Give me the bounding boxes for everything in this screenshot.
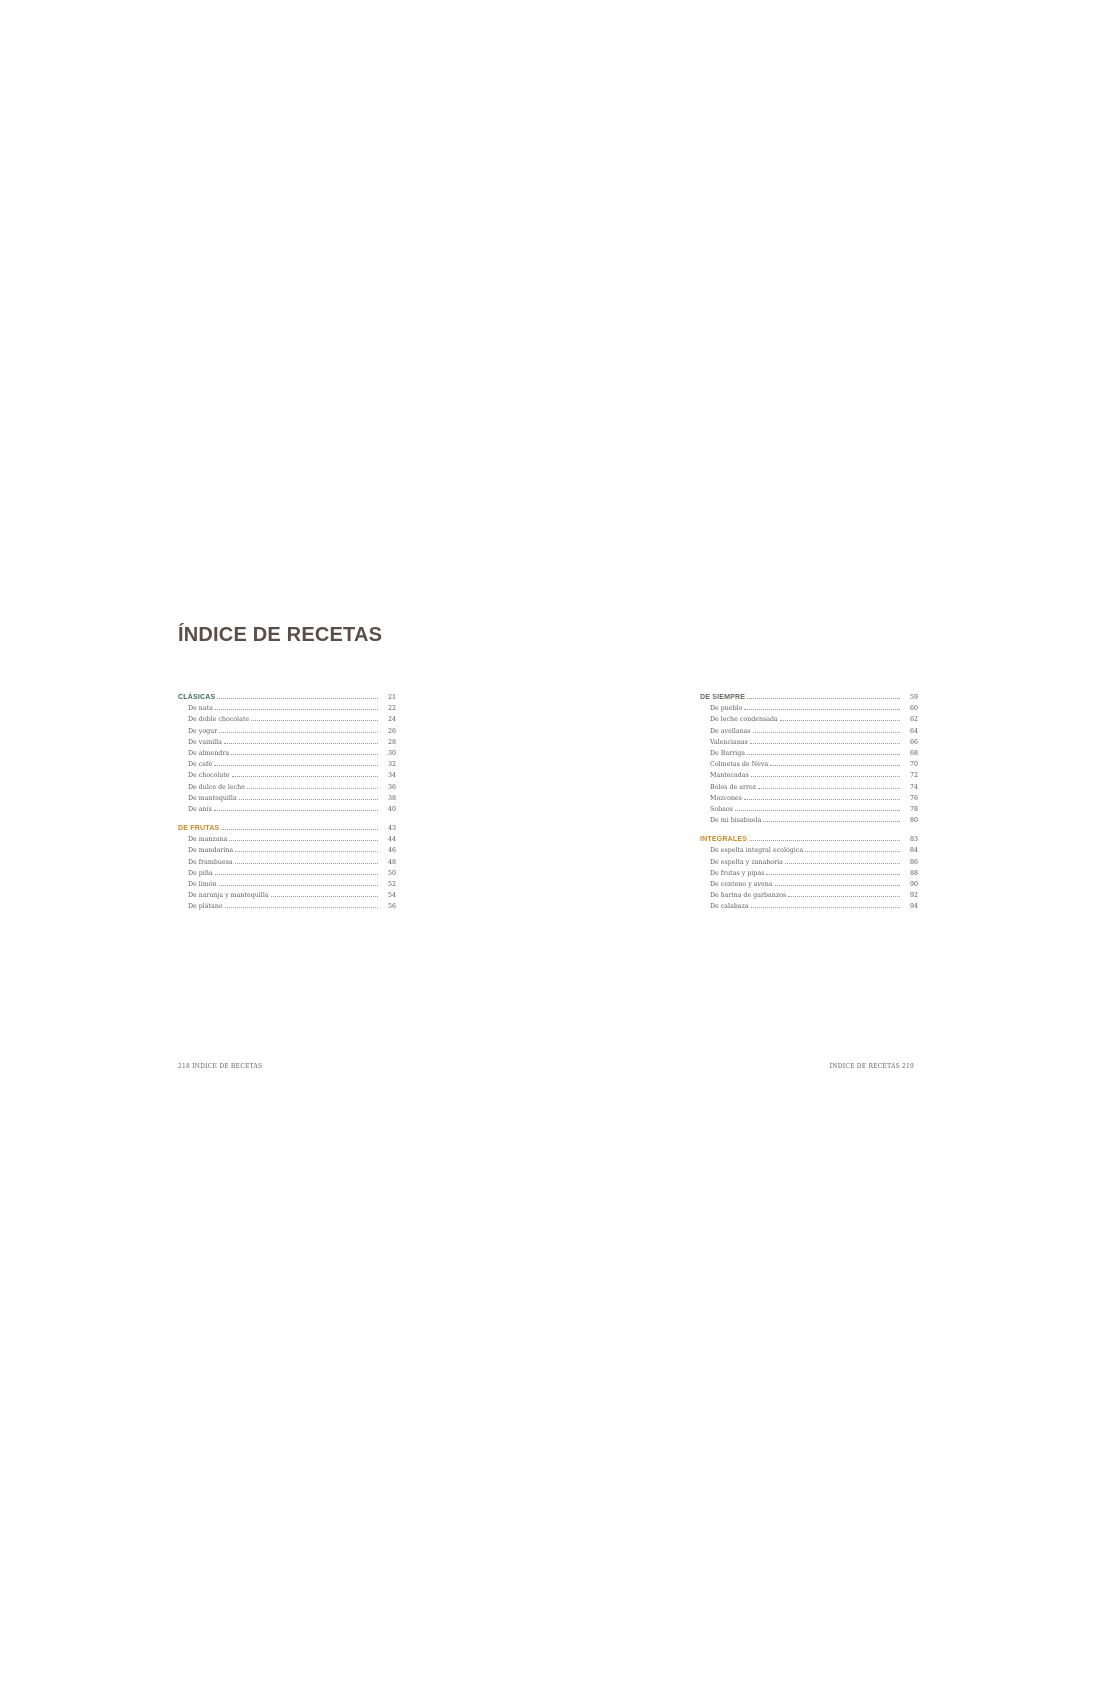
page-number: 22 [387,705,396,713]
page-number: 28 [387,738,396,746]
page-number: 38 [387,794,396,802]
page-number: 40 [387,805,396,813]
page-number: 54 [387,892,396,900]
dot-leader [251,720,378,721]
index-section [700,692,918,826]
dot-leader [271,896,378,897]
page-number: 90 [909,881,918,888]
recipe-name: De pueblo [710,705,743,713]
recipe-entry[interactable] [700,815,918,826]
recipe-entry[interactable] [178,804,396,815]
dot-leader [805,851,900,852]
dot-leader [214,765,378,766]
page-number: 48 [387,858,396,866]
dot-leader [751,776,900,777]
dot-leader [247,788,378,789]
recipe-entry[interactable] [178,782,396,793]
dot-leader [215,874,378,875]
dot-leader [219,885,378,886]
recipe-name: Valencianas [710,738,748,746]
recipe-name: De nata [188,705,213,713]
recipe-name: De café [188,761,213,769]
dot-leader [788,896,900,897]
recipe-name: Bolos de arroz [710,783,757,791]
dot-leader [775,885,900,886]
recipe-entry[interactable] [700,714,918,725]
recipe-name: De naranja y mantequilla [188,892,269,900]
recipe-name: De leche condensada [710,716,778,724]
dot-leader [219,732,378,733]
footer-right-page: ÍNDICE DE RECETAS 219 [829,1063,914,1070]
index-section [178,692,396,815]
dot-leader [239,799,378,800]
dot-leader [780,720,900,721]
recipe-name: De vainilla [188,738,222,746]
recipe-name: De yogur [188,727,218,735]
index-section [178,823,396,913]
recipe-entry[interactable] [700,901,918,912]
recipe-name: Mozcones [710,794,742,802]
index-column-left [178,692,396,921]
recipe-name: De piña [188,869,213,877]
recipe-name: De espelta integral ecológica [710,847,804,855]
page-number: 32 [387,761,396,769]
recipe-entry[interactable] [700,726,918,737]
recipe-entry[interactable] [178,714,396,725]
dot-leader [751,907,900,908]
recipe-entry[interactable] [700,868,918,879]
page-number: 94 [909,903,918,911]
recipe-entry[interactable] [178,770,396,781]
page-number: 56 [387,903,396,911]
recipe-entry[interactable] [700,845,918,856]
recipe-name: De limón [188,881,217,888]
recipe-name: De mi bisabuela [710,817,762,825]
page-number: 34 [387,772,396,780]
recipe-entry[interactable] [178,759,396,770]
footer-left-page: 218 ÍNDICE DE RECETAS [178,1063,263,1070]
page-number: 92 [909,892,918,900]
dot-leader [235,863,378,864]
page-number: 80 [909,817,918,825]
section-heading: INTEGRALES [700,836,748,844]
dot-leader [224,743,378,744]
page-number: 68 [909,749,918,757]
dot-leader [758,788,900,789]
dot-leader [753,732,900,733]
dot-leader [232,776,379,777]
dot-leader [735,810,900,811]
recipe-name: Mantecadas [710,772,749,780]
page-number: 59 [909,694,918,701]
recipe-entry[interactable] [178,879,396,890]
dot-leader [229,840,378,841]
page-number: 44 [387,836,396,844]
recipe-entry[interactable] [700,737,918,748]
recipe-name: De mandarina [188,847,234,855]
recipe-entry[interactable] [700,748,918,759]
section-heading-row[interactable] [178,823,396,834]
recipe-name: De centeno y avena [710,881,773,888]
recipe-name: De Barriga [710,749,745,757]
page-number: 64 [909,727,918,735]
dot-leader [785,863,900,864]
recipe-entry[interactable] [178,868,396,879]
recipe-entry[interactable] [700,857,918,868]
page-number: 88 [909,869,918,877]
recipe-name: De espelta y zanahoria [710,858,783,866]
index-section [700,834,918,912]
page-number: 46 [387,847,396,855]
recipe-entry[interactable] [700,782,918,793]
recipe-entry[interactable] [700,703,918,714]
page-number: 66 [909,738,918,746]
recipe-name: De almendra [188,749,230,757]
recipe-entry[interactable] [178,834,396,845]
page-number: 50 [387,869,396,877]
section-heading-row[interactable] [700,834,918,845]
page-number: 72 [909,772,918,780]
dot-leader [750,743,900,744]
recipe-entry[interactable] [700,804,918,815]
recipe-entry[interactable] [178,737,396,748]
index-column-right [700,692,918,921]
recipe-entry[interactable] [178,703,396,714]
dot-leader [214,810,378,811]
page-number: 74 [909,783,918,791]
page-title: ÍNDICE DE RECETAS [178,624,383,646]
recipe-entry[interactable] [700,770,918,781]
recipe-name: De harina de garbanzos [710,892,787,900]
page-number: 52 [387,881,396,888]
recipe-name: De anís [188,805,212,813]
dot-leader [749,840,900,841]
dot-leader [225,907,378,908]
dot-leader [744,709,900,710]
recipe-name: De plátano [188,903,223,911]
recipe-name: De avellanas [710,727,751,735]
section-heading: DE FRUTAS [178,825,220,833]
page-number: 30 [387,749,396,757]
recipe-name: De frutas y pipas [710,869,765,877]
dot-leader [221,829,378,830]
dot-leader [231,754,378,755]
recipe-name: Colmetas de Neva [710,761,769,769]
section-heading-row[interactable] [178,692,396,703]
recipe-entry[interactable] [178,748,396,759]
dot-leader [744,799,900,800]
recipe-name: De manzana [188,836,228,844]
dot-leader [747,698,900,699]
recipe-entry[interactable] [700,793,918,804]
dot-leader [763,821,900,822]
page-number: 70 [909,761,918,769]
recipe-entry[interactable] [178,901,396,912]
recipe-entry[interactable] [178,793,396,804]
recipe-name: De dulce de leche [188,783,245,791]
dot-leader [215,709,378,710]
recipe-name: De chocolate [188,772,230,780]
section-heading: DE SIEMPRE [700,694,746,701]
page-number: 60 [909,705,918,713]
recipe-entry[interactable] [178,857,396,868]
dot-leader [766,874,900,875]
page-number: 26 [387,727,396,735]
page-number: 43 [387,825,396,833]
recipe-entry[interactable] [700,890,918,901]
recipe-entry[interactable] [178,890,396,901]
recipe-name: De doble chocolate [188,716,250,724]
recipe-entry[interactable] [700,759,918,770]
page-number: 76 [909,794,918,802]
page-number: 24 [387,716,396,724]
dot-leader [770,765,900,766]
dot-leader [217,698,378,699]
dot-leader [235,851,378,852]
recipe-name: De calabaza [710,903,749,911]
page-number: 62 [909,716,918,724]
page-number: 84 [909,847,918,855]
section-heading: CLÁSICAS [178,694,216,701]
page-number: 86 [909,858,918,866]
recipe-entry[interactable] [178,845,396,856]
page-number: 21 [387,694,396,701]
page-number: 36 [387,783,396,791]
recipe-entry[interactable] [700,879,918,890]
page-number: 78 [909,805,918,813]
recipe-name: De frambuesa [188,858,233,866]
recipe-name: De mantequilla [188,794,237,802]
section-heading-row[interactable] [700,692,918,703]
dot-leader [747,754,900,755]
page-number: 83 [909,836,918,844]
recipe-entry[interactable] [178,726,396,737]
recipe-name: Sobaos [710,805,733,813]
